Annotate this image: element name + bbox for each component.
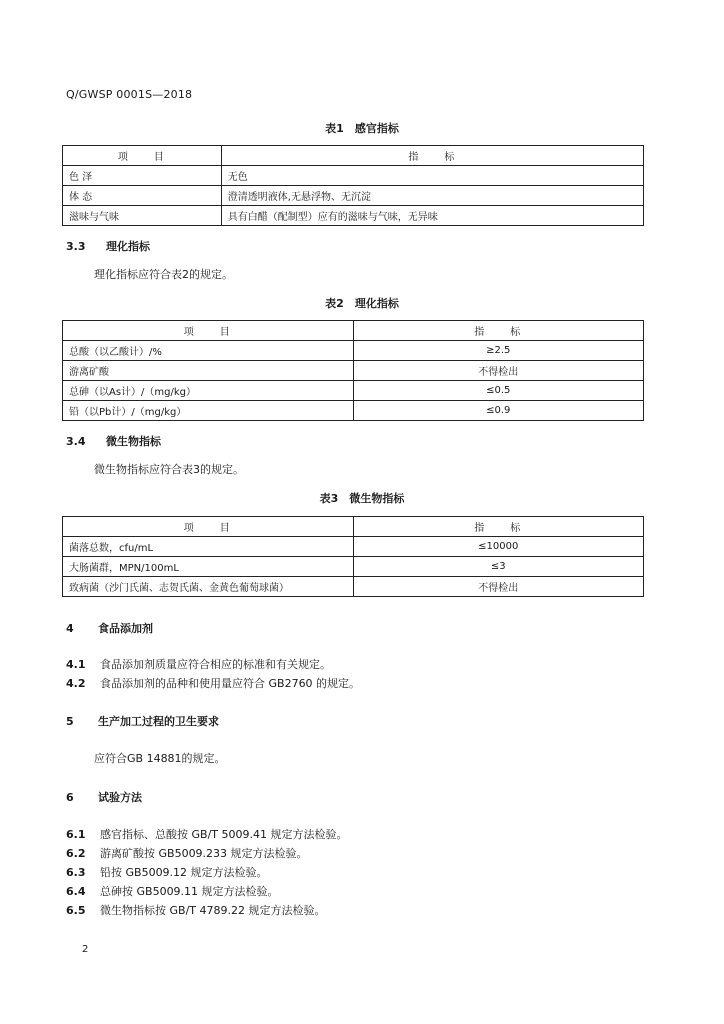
table-row <box>63 361 644 381</box>
paragraph: 微生物指标应符合表3的规定。 <box>94 463 244 476</box>
table-header-row <box>63 146 644 166</box>
table-row <box>63 206 644 226</box>
section-title: 微生物指标 <box>106 435 161 448</box>
table1 <box>62 145 644 226</box>
table3-caption: 表3 微生物指标 <box>319 492 405 505</box>
section-number: 4 <box>66 622 74 635</box>
section-number: 3.3 <box>66 240 86 253</box>
table-cell: ≤10000 <box>353 537 643 557</box>
table-header-row <box>63 321 644 341</box>
item-number: 6.1 <box>66 828 86 841</box>
table2 <box>62 320 644 421</box>
table-cell: 铅（以Pb计）/（mg/kg） <box>63 401 354 421</box>
table-cell: 色 泽 <box>63 166 222 186</box>
section-number: 6 <box>66 791 74 804</box>
table-cell: 不得检出 <box>353 577 643 597</box>
table-cell: 总砷（以As计）/（mg/kg） <box>63 381 354 401</box>
list-item <box>66 845 308 861</box>
table-header-row <box>63 517 644 537</box>
list-item <box>66 864 268 880</box>
item-number: 6.4 <box>66 885 86 898</box>
list-item <box>66 656 331 672</box>
table-cell: 澄清透明液体,无悬浮物、无沉淀 <box>221 186 643 206</box>
table-cell: ≤0.9 <box>353 401 643 421</box>
item-text: 食品添加剂的品种和使用量应符合 GB2760 的规定。 <box>100 677 361 690</box>
item-number: 6.3 <box>66 866 86 879</box>
list-item <box>66 675 360 691</box>
table-header-cell: 项 目 <box>63 517 354 537</box>
table-cell: ≥2.5 <box>353 341 643 361</box>
table-cell: 游离矿酸 <box>63 361 354 381</box>
table-row <box>63 537 644 557</box>
list-item <box>66 826 347 842</box>
standard-code: Q/GWSP 0001S—2018 <box>66 88 193 101</box>
section-title: 生产加工过程的卫生要求 <box>98 715 219 728</box>
item-text: 铅按 GB5009.12 规定方法检验。 <box>100 866 268 879</box>
section-heading <box>66 433 161 449</box>
item-number: 6.5 <box>66 904 86 917</box>
page-number: 2 <box>82 944 89 955</box>
section-number: 3.4 <box>66 435 86 448</box>
table-cell: 滋味与气味 <box>63 206 222 226</box>
table-header-cell: 指 标 <box>221 146 643 166</box>
table-cell: 菌落总数，cfu/mL <box>63 537 354 557</box>
table-cell: 大肠菌群，MPN/100mL <box>63 557 354 577</box>
item-text: 食品添加剂质量应符合相应的标准和有关规定。 <box>100 658 331 671</box>
item-number: 4.2 <box>66 677 86 690</box>
table-cell: 具有白醋（配制型）应有的滋味与气味，无异味 <box>221 206 643 226</box>
item-text: 微生物指标按 GB/T 4789.22 规定方法检验。 <box>100 904 326 917</box>
table-cell: ≤3 <box>353 557 643 577</box>
table-cell: 总酸（以乙酸计）/% <box>63 341 354 361</box>
table-header-cell: 项 目 <box>63 146 222 166</box>
paragraph: 理化指标应符合表2的规定。 <box>94 268 233 281</box>
table-row <box>63 381 644 401</box>
item-text: 游离矿酸按 GB5009.233 规定方法检验。 <box>100 847 308 860</box>
item-number: 4.1 <box>66 658 86 671</box>
table-cell: ≤0.5 <box>353 381 643 401</box>
table3 <box>62 516 644 597</box>
section-title: 理化指标 <box>106 240 150 253</box>
table-header-cell: 指 标 <box>353 517 643 537</box>
list-item <box>66 883 279 899</box>
table-row <box>63 186 644 206</box>
table-header-cell: 指 标 <box>353 321 643 341</box>
table-row <box>63 557 644 577</box>
table-row <box>63 577 644 597</box>
item-text: 总砷按 GB5009.11 规定方法检验。 <box>100 885 279 898</box>
paragraph: 应符合GB 14881的规定。 <box>94 752 226 765</box>
table-row <box>63 401 644 421</box>
table-cell: 体 态 <box>63 186 222 206</box>
section-heading <box>66 238 150 254</box>
table-header-cell: 项 目 <box>63 321 354 341</box>
section-heading <box>66 620 153 636</box>
section-title: 试验方法 <box>98 791 142 804</box>
table-cell: 致病菌（沙门氏菌、志贺氏菌、金黄色葡萄球菌） <box>63 577 354 597</box>
section-heading <box>66 713 219 729</box>
table1-caption: 表1 感官指标 <box>325 122 399 135</box>
item-text: 感官指标、总酸按 GB/T 5009.41 规定方法检验。 <box>100 828 348 841</box>
table2-caption: 表2 理化指标 <box>325 297 399 310</box>
list-item <box>66 902 325 918</box>
section-heading <box>66 789 142 805</box>
section-title: 食品添加剂 <box>98 622 153 635</box>
table-row <box>63 166 644 186</box>
section-number: 5 <box>66 715 74 728</box>
item-number: 6.2 <box>66 847 86 860</box>
table-cell: 不得检出 <box>353 361 643 381</box>
table-cell: 无色 <box>221 166 643 186</box>
table-row <box>63 341 644 361</box>
